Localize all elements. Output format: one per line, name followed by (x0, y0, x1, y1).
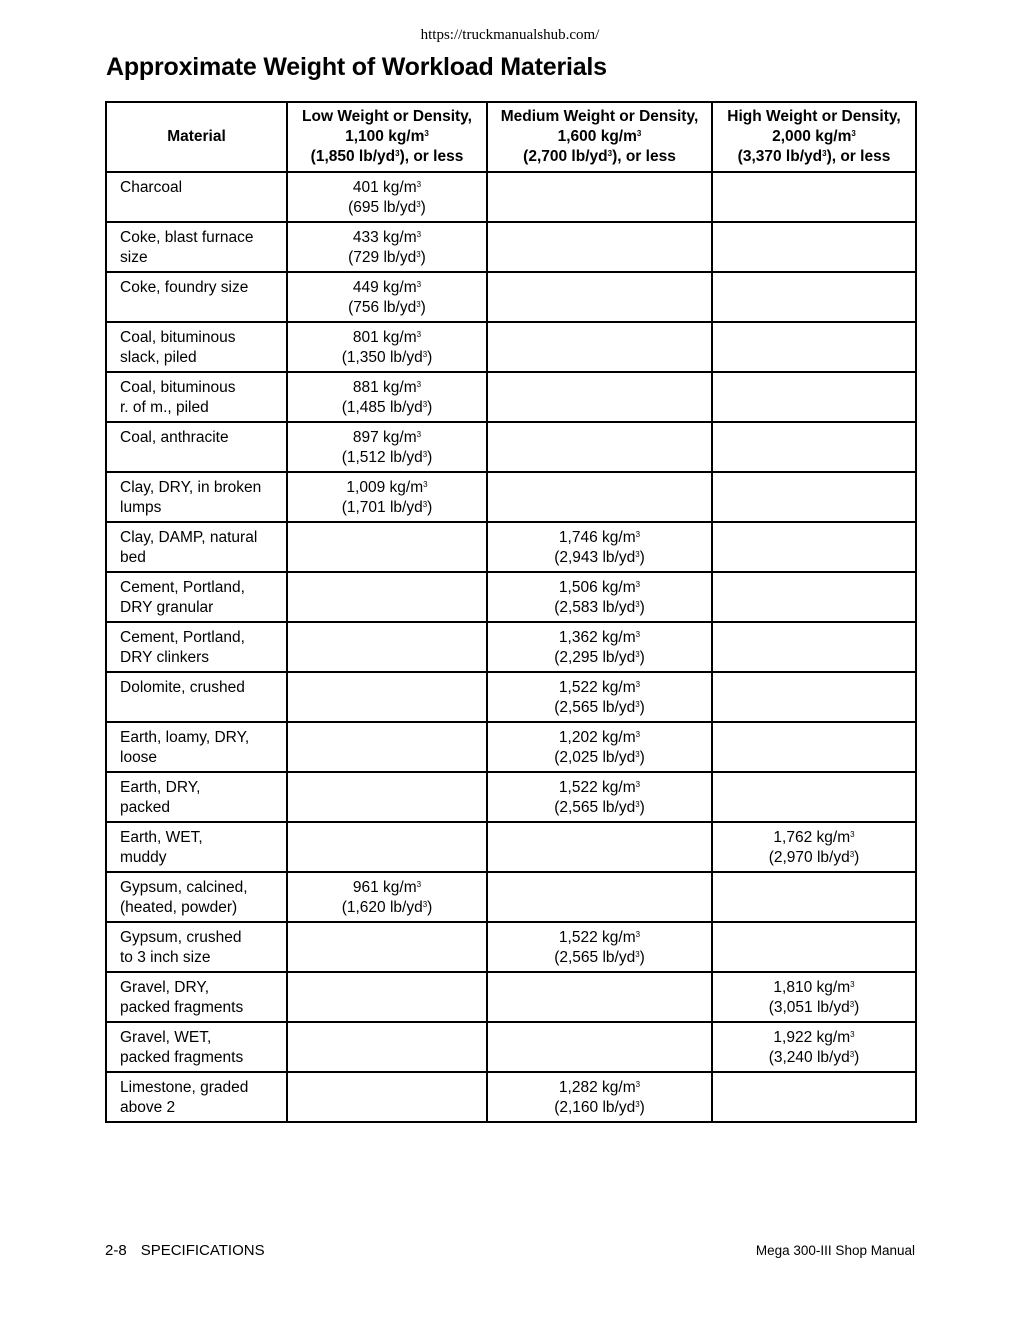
high-density-cell (712, 1072, 916, 1122)
table-row (106, 522, 916, 572)
high-density-cell (712, 622, 916, 672)
high-density-cell (712, 1022, 916, 1072)
medium-density-cell (487, 472, 712, 522)
material-cell (106, 222, 287, 272)
cell-line: Earth, DRY, (120, 779, 201, 796)
page-number: 2-8 (105, 1242, 127, 1259)
cell-line: (3,051 $lb/yd^3$) (768, 999, 860, 1016)
medium-density-cell (487, 822, 712, 872)
high-density-cell (712, 272, 916, 322)
high-density-cell (712, 722, 916, 772)
table-row (106, 422, 916, 472)
low-density-cell (287, 1072, 487, 1122)
cell-line: 1,522 $kg/m^3$ (558, 779, 641, 796)
table-row (106, 572, 916, 622)
cell-line: (1,512 $lb/yd^3$) (341, 449, 433, 466)
source-url: https://truckmanualshub.com/ (420, 27, 600, 43)
header-line: High Weight or Density, (727, 108, 901, 125)
cell-line: Cement, Portland, (120, 579, 245, 596)
high-density-cell (712, 572, 916, 622)
material-cell (106, 922, 287, 972)
low-density-cell (287, 272, 487, 322)
cell-line: 1,362 $kg/m^3$ (558, 629, 641, 646)
medium-density-cell (487, 522, 712, 572)
table-row (106, 272, 916, 322)
low-density-cell (287, 672, 487, 722)
low-density-cell (287, 522, 487, 572)
cell-line: Coal, anthracite (120, 429, 229, 446)
cell-line: 801 $kg/m^3$ (352, 329, 422, 346)
material-cell (106, 622, 287, 672)
header-line: Material (167, 128, 226, 145)
medium-density-cell (487, 872, 712, 922)
high-density-cell (712, 972, 916, 1022)
low-density-cell (287, 872, 487, 922)
cell-line: (1,350 $lb/yd^3$) (341, 349, 433, 366)
high-density-cell (712, 472, 916, 522)
table-row (106, 872, 916, 922)
cell-line: 961 $kg/m^3$ (352, 879, 422, 896)
header-line: 1,100 $kg/m^3$ (345, 128, 429, 145)
table-row (106, 1072, 916, 1122)
section-name: SPECIFICATIONS (140, 1242, 265, 1259)
table-row (106, 372, 916, 422)
low-density-cell (287, 172, 487, 222)
cell-line: Gravel, DRY, (120, 979, 210, 996)
cell-line: packed (120, 799, 170, 816)
cell-line: Coal, bituminous (120, 329, 236, 346)
cell-line: Coke, blast furnace (120, 229, 254, 246)
cell-line: r. of m., piled (120, 399, 209, 416)
cell-line: 1,009 $kg/m^3$ (346, 479, 428, 496)
medium-density-cell (487, 222, 712, 272)
cell-line: (1,701 $lb/yd^3$) (341, 499, 433, 516)
table-row (106, 222, 916, 272)
cell-line: 1,762 $kg/m^3$ (773, 829, 855, 846)
cell-line: 1,746 $kg/m^3$ (558, 529, 641, 546)
cell-line: Coke, foundry size (120, 279, 249, 296)
low-density-cell (287, 922, 487, 972)
cell-line: (2,160 $lb/yd^3$) (554, 1099, 645, 1116)
low-density-cell (287, 322, 487, 372)
high-density-cell (712, 672, 916, 722)
cell-line: 1,282 $kg/m^3$ (558, 1079, 641, 1096)
medium-density-cell (487, 572, 712, 622)
cell-line: (2,970 $lb/yd^3$) (768, 849, 860, 866)
material-cell (106, 1072, 287, 1122)
material-cell (106, 672, 287, 722)
table-row (106, 822, 916, 872)
column-header-medium (487, 102, 712, 172)
cell-line: above 2 (120, 1099, 176, 1116)
cell-line: Gravel, WET, (120, 1029, 212, 1046)
low-density-cell (287, 722, 487, 772)
high-density-cell (712, 522, 916, 572)
cell-line: Clay, DAMP, natural (120, 529, 258, 546)
table-row (106, 322, 916, 372)
material-cell (106, 522, 287, 572)
cell-line: Clay, DRY, in broken (120, 479, 262, 496)
cell-line: (2,295 $lb/yd^3$) (554, 649, 645, 666)
material-cell (106, 972, 287, 1022)
cell-line: to 3 inch size (120, 949, 211, 966)
table-row (106, 972, 916, 1022)
cell-line: packed fragments (120, 999, 244, 1016)
medium-density-cell (487, 1072, 712, 1122)
medium-density-cell (487, 772, 712, 822)
medium-density-cell (487, 372, 712, 422)
material-cell (106, 272, 287, 322)
manual-name: Mega 300-III Shop Manual (755, 1243, 915, 1258)
medium-density-cell (487, 272, 712, 322)
cell-line: loose (120, 749, 158, 766)
low-density-cell (287, 572, 487, 622)
low-density-cell (287, 1022, 487, 1072)
cell-line: 433 $kg/m^3$ (352, 229, 422, 246)
header-line: (2,700 $lb/yd^3$), or less (523, 148, 676, 165)
cell-line: muddy (120, 849, 167, 866)
material-cell (106, 172, 287, 222)
table-row (106, 722, 916, 772)
cell-line: bed (120, 549, 146, 566)
table-row (106, 772, 916, 822)
high-density-cell (712, 922, 916, 972)
material-cell (106, 872, 287, 922)
table-body (106, 172, 916, 1122)
column-header-low (287, 102, 487, 172)
medium-density-cell (487, 172, 712, 222)
header-line: 1,600 $kg/m^3$ (557, 128, 642, 145)
low-density-cell (287, 822, 487, 872)
low-density-cell (287, 622, 487, 672)
cell-line: Limestone, graded (120, 1079, 249, 1096)
cell-line: 449 $kg/m^3$ (352, 279, 422, 296)
high-density-cell (712, 772, 916, 822)
weight-table (105, 101, 917, 1123)
cell-line: DRY clinkers (120, 649, 210, 666)
header-line: 2,000 $kg/m^3$ (772, 128, 856, 145)
low-density-cell (287, 472, 487, 522)
medium-density-cell (487, 922, 712, 972)
cell-line: (695 $lb/yd^3$) (348, 199, 426, 216)
cell-line: (729 $lb/yd^3$) (348, 249, 426, 266)
cell-line: Charcoal (120, 179, 183, 196)
cell-line: (1,620 $lb/yd^3$) (341, 899, 433, 916)
cell-line: (heated, powder) (120, 899, 238, 916)
medium-density-cell (487, 322, 712, 372)
high-density-cell (712, 222, 916, 272)
column-header-high (712, 102, 916, 172)
material-cell (106, 422, 287, 472)
header-line: (1,850 $lb/yd^3$), or less (310, 148, 464, 165)
material-cell (106, 372, 287, 422)
table-row (106, 672, 916, 722)
material-cell (106, 572, 287, 622)
cell-line: (2,565 $lb/yd^3$) (554, 949, 645, 966)
cell-line: Earth, loamy, DRY, (120, 729, 250, 746)
high-density-cell (712, 322, 916, 372)
high-density-cell (712, 422, 916, 472)
cell-line: 1,922 $kg/m^3$ (773, 1029, 855, 1046)
low-density-cell (287, 972, 487, 1022)
table-row (106, 472, 916, 522)
cell-line: 1,810 $kg/m^3$ (773, 979, 855, 996)
cell-line: packed fragments (120, 1049, 244, 1066)
table-row (106, 922, 916, 972)
low-density-cell (287, 772, 487, 822)
cell-line: 1,202 $kg/m^3$ (558, 729, 641, 746)
low-density-cell (287, 372, 487, 422)
cell-line: Gypsum, calcined, (120, 879, 248, 896)
cell-line: 1,522 $kg/m^3$ (558, 929, 641, 946)
medium-density-cell (487, 1022, 712, 1072)
material-cell (106, 772, 287, 822)
medium-density-cell (487, 622, 712, 672)
high-density-cell (712, 872, 916, 922)
cell-line: 401 $kg/m^3$ (352, 179, 422, 196)
table-row (106, 1022, 916, 1072)
footer-section (105, 1242, 265, 1259)
cell-line: Coal, bituminous (120, 379, 236, 396)
page-title: Approximate Weight of Workload Materials (106, 53, 607, 81)
header-line: Low Weight or Density, (302, 108, 472, 125)
high-density-cell (712, 822, 916, 872)
cell-line: (2,025 $lb/yd^3$) (554, 749, 645, 766)
cell-line: (2,565 $lb/yd^3$) (554, 699, 645, 716)
header-line: Medium Weight or Density, (500, 108, 699, 125)
cell-line: (1,485 $lb/yd^3$) (341, 399, 433, 416)
low-density-cell (287, 222, 487, 272)
cell-line: (3,240 $lb/yd^3$) (768, 1049, 860, 1066)
material-cell (106, 722, 287, 772)
column-header-material (106, 102, 287, 172)
cell-line: size (120, 249, 148, 266)
medium-density-cell (487, 972, 712, 1022)
low-density-cell (287, 422, 487, 472)
material-cell (106, 1022, 287, 1072)
cell-line: 881 $kg/m^3$ (352, 379, 422, 396)
table-row (106, 622, 916, 672)
material-cell (106, 822, 287, 872)
high-density-cell (712, 372, 916, 422)
cell-line: lumps (120, 499, 162, 516)
cell-line: Gypsum, crushed (120, 929, 242, 946)
material-cell (106, 472, 287, 522)
cell-line: Earth, WET, (120, 829, 203, 846)
cell-line: (2,583 $lb/yd^3$) (554, 599, 645, 616)
high-density-cell (712, 172, 916, 222)
table-header-row (106, 102, 916, 172)
medium-density-cell (487, 422, 712, 472)
cell-line: Dolomite, crushed (120, 679, 245, 696)
cell-line: 1,522 $kg/m^3$ (558, 679, 641, 696)
cell-line: slack, piled (120, 349, 197, 366)
cell-line: Cement, Portland, (120, 629, 245, 646)
cell-line: (756 $lb/yd^3$) (348, 299, 426, 316)
cell-line: (2,565 $lb/yd^3$) (554, 799, 645, 816)
table-row (106, 172, 916, 222)
cell-line: (2,943 $lb/yd^3$) (554, 549, 645, 566)
header-line: (3,370 $lb/yd^3$), or less (737, 148, 891, 165)
medium-density-cell (487, 722, 712, 772)
cell-line: 897 $kg/m^3$ (352, 429, 422, 446)
medium-density-cell (487, 672, 712, 722)
cell-line: 1,506 $kg/m^3$ (558, 579, 641, 596)
cell-line: DRY granular (120, 599, 214, 616)
material-cell (106, 322, 287, 372)
